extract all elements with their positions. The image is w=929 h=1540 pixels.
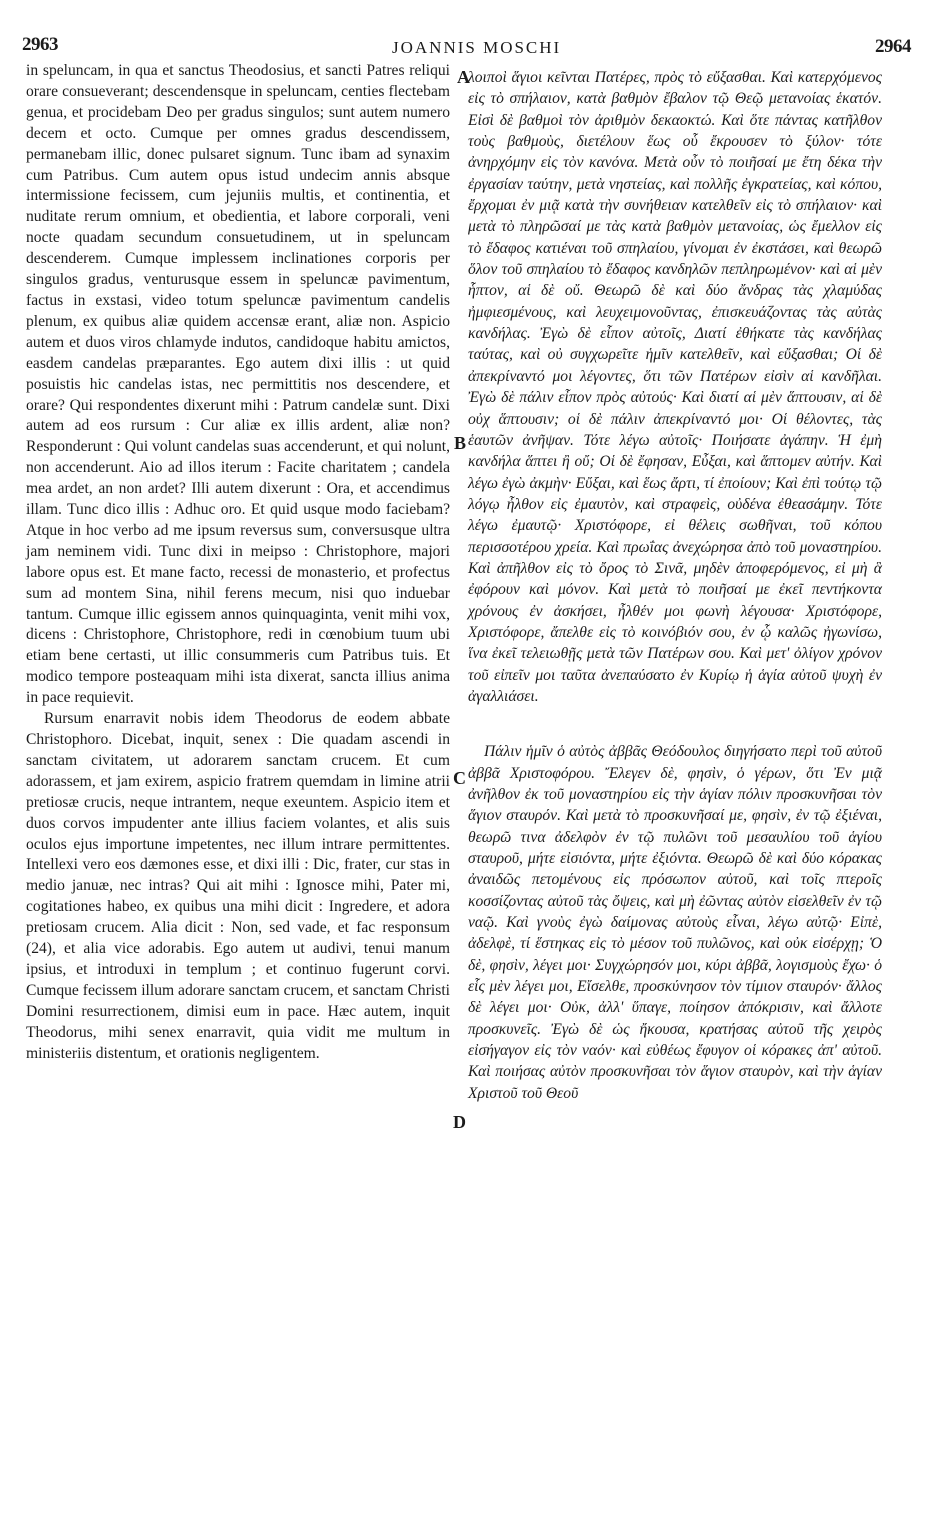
latin-paragraph-1: in speluncam, in qua et sanctus Theodosius, et sancti Patres reliqui orare consueverant; descendensque in speluncam, centies flectebam genua, et procidebam Deo per gradus singulos; sunt autem numero decem et octo. Cumque per omnes gradus descendissem, permanebam illic, donec pulsaret signum. Tunc ibam ad synaxim cum Patribus. Cum autem opus istud undecim annis absque intermissione fecissem, cum jejuniis multis, et continentia, et nuditate rerum omnium, et obedientia, et labore corporali, veni nocte quadam secundum consuetudinem, ut in speluncam descenderem. Cumque implessem inclinationes corporis per singulos gradus, venturusque essem in speluncæ pavimentum, factus in exstasi, video totum speluncæ pavimentum candelis plenum, ex quibus aliæ quidem accensæ erant, aliæ non. Aspicio autem et duos viros chlamyde indutos, candidoque habitu amictos, easdem candelas præparantes. Ego autem dixi illis : ut quid posuistis hic candelas istas, nec permittitis nos descendere, et orare? Qui respondentes dixerunt mihi : Patrum candelæ sunt. Dixi autem ad eos rursum : Cur aliæ ex illis ardent, aliæ non? Responderunt : Qui volunt candelas suas accenderunt, et qui nolunt, non accenderunt. Aio ad illos iterum : Facite charitatem ; candela mea ardet, an non ardet? Illi autem dixerunt : Ora, et accendimus illam. Tunc dico illis : Adhuc oro. Et quid usque modo faciebam? Atque in hoc verbo ad me ipsum reversus sum, conversusque ultra jam neminem vidi. Tunc dixi in meipso : Christophore, majori labore opus est. Et mane facto, recessi de monasterio, et profectus sum ad montem Sina, nihil ferens mecum, nisi quo induebar tantum. Cumque illic egissem annos quinquaginta, venit mihi vox, dicens : Christophore, Christophore, redi in cœnobium tuum ubi etiam bene certasti, ut illic consummeris cum Patribus tuis. Et modico tempore posteaquam mihi ista dixerat, sancta illius anima in pace requievit.: [26, 62, 450, 707]
page-number-left: 2963: [22, 34, 58, 55]
section-marker-c: C: [453, 768, 466, 788]
section-marker-a: A: [457, 67, 470, 87]
running-title: JOANNIS MOSCHI: [392, 38, 562, 57]
running-head: [22, 34, 911, 60]
greek-paragraph-1: λοιποὶ ἅγιοι κεῖνται Πατέρες, πρὸς τὸ εὔξασθαι. Καὶ κατερχόμενος εἰς τὸ σπήλαιον, κατὰ βαθμὸν ἔβαλον τῷ Θεῷ μετανοίας ἑκατόν. Εἰσὶ δὲ βαθμοὶ τὸν ἀριθμὸν δεκαοκτώ. Καὶ ὅτε πάντας κατῆλθον τοὺς βαθμοὺς, διετέλουν ἕως οὗ ἔκρουσεν τὸ ξύλον· τότε ἀνηρχόμην εἰς τὸν κανόνα. Μετὰ οὖν τὸ ποιῆσαί με ἔτη δέκα τὴν ἐργασίαν ταύτην, μετὰ νηστείας, καὶ πολλῆς ἐγκρατείας, καὶ κόπου, ἔρχομαι ἐν μιᾷ κατὰ τὴν συνήθειαν κατελθεῖν εἰς τὸ σπήλαιον· καὶ μετὰ τὸ πληρῶσαί με τὰς κατὰ βαθμὸν μετανοίας, ὡς ἔμελλον εἰς τὸ ἔδαφος κατιέναι τοῦ σπηλαίου, γίνομαι ἐν ἐκστάσει, καὶ θεωρῶ ὅλον τοῦ σπηλαίου τὸ ἔδαφος κανδηλῶν πεπληρωμένον· καὶ αἱ μὲν ἧπτον, αἱ δὲ οὔ. Θεωρῶ δὲ καὶ δύο ἄνδρας τὰς χλαμύδας ἠμφιεσμένους, καὶ λευχειμονοῦντας, ἐπισκευάζοντας τὰς αὐτὰς κανδήλας. Ἐγὼ δὲ εἶπον αὐτοῖς, Διατί ἐθήκατε τὰς κανδήλας ταύτας, καὶ οὐ συγχωρεῖτε ἡμῖν κατελθεῖν, καὶ εὔξασθαι; Οἱ δὲ ἀπεκρίναντό μοι λέγοντες, ὅτι τῶν Πατέρων εἰσὶν αἱ κανδῆλαι. Ἐγὼ δὲ πάλιν εἶπον πρὸς αὐτούς· Καὶ διατί αἱ μὲν ἅπτουσιν, αἱ δὲ οὐχ ἅπτουσιν; οἱ δὲ πάλιν ἀπεκρίναντό μοι· Οἱ θέλοντες, τὰς ἑαυτῶν ἀνῆψαν. Τότε λέγω αὐτοῖς· Ποιήσατε ἀγάπην. Ἡ ἐμὴ κανδήλα ἅπτει ἢ οὔ; Οἱ δὲ ἔφησαν, Εὖξαι, καὶ ἅπτομεν αὐτήν. Καὶ λέγω ἐγὼ ἀκμὴν· Εὔξαι, καὶ ἕως ἄρτι, τί ἐποίουν; Καὶ ἐπὶ τούτῳ τῷ λόγῳ ἦλθον εἰς ἐμαυτὸν, καὶ στραφεὶς, οὐδένα ἐθεασάμην. Τότε λέγω ἐμαυτῷ· Χριστόφορε, εἰ θέλεις σωθῆναι, τοῦ κόπου περισσοτέρου χρεία. Καὶ πρωΐας ἀνεχώρησα ἀπὸ τοῦ μοναστηρίου. Καὶ ἀπῆλθον εἰς τὸ ὄρος τὸ Σινᾶ, μηδὲν ἀποφερόμενος, εἰ μὴ ἃ ἐφόρουν καὶ μόνον. Καὶ μετὰ τὸ ποιῆσαί με ἐκεῖ πεντήκοντα χρόνους ἐν ἀσκήσει, ἦλθέν μοι φωνὴ λέγουσα· Χριστόφορε, Χριστόφορε, ἄπελθε εἰς τὸ κοινόβιόν σου, ἐν ᾧ καλῶς ἠγωνίσω, ἵνα ἐκεῖ τελειωθῇς μετὰ τῶν Πατέρων σου. Καὶ μετ' ὀλίγον χρόνον τοῦ εἰπεῖν μοι ταῦτα ἀνεπαύσατο ἐν Κυρίῳ ἡ ἁγία αὐτοῦ ψυχὴ ἐν ἀγαλλιάσει.: [468, 69, 882, 705]
greek-column: [468, 67, 882, 1104]
section-marker-d: D: [453, 1112, 466, 1132]
section-marker-b: B: [454, 433, 467, 453]
greek-paragraph-2: Πάλιν ἡμῖν ὁ αὐτὸς ἀββᾶς Θεόδουλος διηγήσατο περὶ τοῦ αὐτοῦ ἀββᾶ Χριστοφόρου. Ἔλεγεν δὲ, φησὶν, ὁ γέρων, ὅτι Ἐν μιᾷ ἀνῆλθον ἐκ τοῦ μοναστηρίου εἰς τὴν ἁγίαν πόλιν προσκυνῆσαι τὸν ἅγιον σταυρόν. Καὶ μετὰ τὸ προσκυνῆσαί με, φησὶν, ἐν τῷ ἐξιέναι, θεωρῶ τινα ἀδελφὸν ἐν τῷ πυλῶνι τοῦ μεσαυλίου τοῦ ἁγίου σταυροῦ, μήτε εἰσιόντα, μήτε ἐξιόντα. Θεωρῶ δὲ καὶ δύο κόρακας ἀναιδῶς πετομένους εἰς πρόσωπον αὐτοῦ, καὶ τοῖς πτεροῖς κοσσίζοντας αὐτοῦ τὰς ὄψεις, καὶ μὴ ἐῶντας αὐτὸν εἰσελθεῖν ἐν τῷ ναῷ. Καὶ γνοὺς ἐγὼ δαίμονας αὐτοὺς εἶναι, λέγω αὐτῷ· Εἰπὲ, ἀδελφὲ, τί ἕστηκας εἰς τὸ μέσον τοῦ πυλῶνος, καὶ οὐκ εἰσέρχῃ; Ὁ δὲ, φησὶν, λέγει μοι· Συγχώρησόν μοι, κύρι ἀββᾶ, λογισμοὺς ἔχω· ὁ εἷς μὲν λέγει μοι, Εἴσελθε, προσκύνησον τὸν τίμιον σταυρόν· ἄλλος δὲ λέγει μοι· Οὐκ, ἀλλ' ὕπαγε, ποίησον ἀπόκρισιν, καὶ ἄλλοτε προσκυνεῖς. Ἐγὼ δὲ ὡς ἤκουσα, κρατήσας αὐτοῦ τῆς χειρὸς εἰσήγαγον εἰς τὸν ναόν· καὶ εὐθέως ἔφυγον οἱ κόρακες ἀπ' αὐτοῦ. Καὶ ποιήσας αὐτὸν προσκυνῆσαι τὸν ἅγιον σταυρὸν, καὶ τὴν ἁγίαν Χριστοῦ τοῦ Θεοῦ: [468, 743, 882, 1102]
latin-column: [26, 61, 450, 1065]
latin-paragraph-2: Rursum enarravit nobis idem Theodorus de eodem abbate Christophoro. Dicebat, inquit, senex : Die quadam ascendi in sanctam civitatem, ut adorarem sanctam crucem. Et cum adorassem, et jam exirem, aspicio fratrem quemdam in limine atrii pretiosæ crucis, neque intrantem, neque exeuntem. Aspicio item et duos corvos impudenter ante illius faciem volantes, et alis suis oculos ejus importune impetentes, nec illum intrare permittentes. Intellexi vero eos dæmones esse, et dixi illi : Dic, frater, cur stas in medio januæ, nec intras? Qui ait mihi : Ignosce mihi, Pater mi, cogitationes habeo, ex quibus una mihi dicit : Ingredere, et adora pretiosam crucem. Alia dicit : Non, sed vade, et fac responsum (24), et alia vice adorabis. Ego autem ut audivi, tenui manum ipsius, et introduxi in templum ; et continuo fugerunt corvi. Cumque fecissem illum adorare sanctam crucem, et sanctam Christi Domini resurrectionem, dimisi eum in pace. Hæc autem, inquit Theodorus, mihi senex enarravit, quia vidit me multum in ministeriis distentum, et orationis negligentem.: [26, 710, 450, 1062]
page-number-right: 2964: [875, 36, 911, 57]
